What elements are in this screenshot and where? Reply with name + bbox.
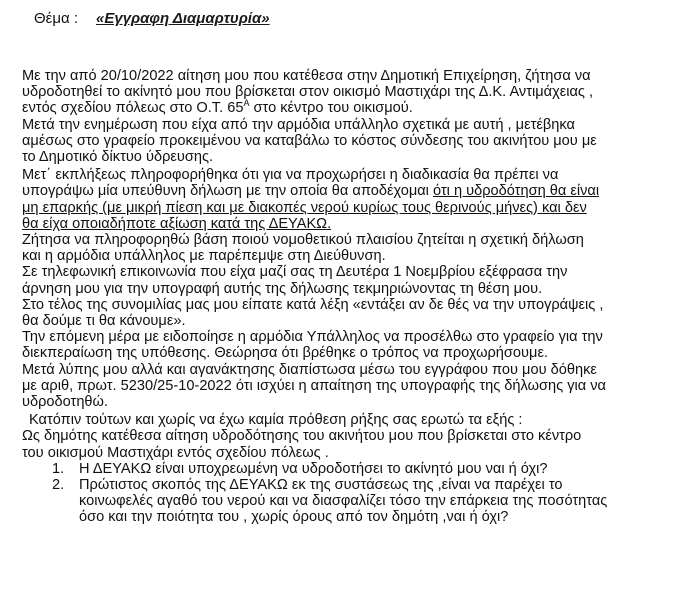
text-line: Την επόμενη μέρα με ειδοποίησε η αρμόδια Υπάλληλος να προσέλθω στο γραφείο για την	[22, 329, 603, 346]
text-line: το Δημοτικό δίκτυο ύδρευσης.	[22, 149, 214, 166]
text-line: υδροδοτηθεί το ακίνητό μου που βρίσκεται στον οικισμό Μαστιχάρι της Δ.Κ. Αντιμάχειας ,	[22, 84, 594, 101]
text-line: του οικισμού Μαστιχάρι εντός σχεδίου πόλεως .	[22, 444, 329, 461]
text-line: Κατόπιν τούτων και χωρίς να έχω καμία πρόθεση ρήξης σας ερωτώ τα εξής :	[29, 412, 523, 429]
paragraph-conversation-end	[22, 297, 672, 329]
text-line: Μετά λύπης μου αλλά και αγανάκτησης διαπίστωσα μέσω του εγγράφου που μου δόθηκε	[22, 361, 597, 378]
text-line: και η αρμόδια υπάλληλος με παρέπεμψε στη Διεύθυνση.	[22, 248, 386, 265]
text-line: Σε τηλεφωνική επικοινωνία που είχα μαζί σας τη Δευτέρα 1 Νοεμβρίου εξέφρασα την	[22, 264, 568, 281]
subject-line	[34, 9, 270, 29]
paragraph-legal-basis	[22, 232, 672, 264]
paragraph-questions-intro	[22, 412, 672, 428]
question-item	[22, 477, 672, 526]
text-line: Ως δημότης κατέθεσα αίτηση υδροδότησης του ακινήτου μου που βρίσκεται στο κέντρο	[22, 428, 582, 445]
paragraph-phone-call	[22, 264, 672, 296]
underlined-text: ότι η υδροδότηση θα είναι	[432, 183, 600, 200]
text-line: Μετά την ενημέρωση που είχα από την αρμόδια υπάλληλο σχετικά με αυτή , μετέβηκα	[22, 116, 575, 133]
paragraph-visit	[22, 117, 672, 166]
paragraph-citizen	[22, 428, 672, 460]
text-fragment: εντός σχεδίου πόλεως στο Ο.Τ. 65	[22, 100, 244, 117]
text-line: αμέσως στο γραφείο προκειμένου να καταβάλω το κόστος σύνδεσης του ακινήτου μου με	[22, 132, 597, 149]
text-line: υδροδοτηθώ.	[22, 394, 109, 411]
text-line: Με την από 20/10/2022 αίτηση μου που κατέθεσα στην Δημοτική Επιχείρηση, ζήτησα να	[22, 68, 591, 84]
question-text: κοινωφελές αγαθό του νερού και να διασφαλίζει τόσο την επάρκεια της ποσότητας	[79, 493, 608, 510]
text-line: άρνηση μου για την υπογραφή αυτής της δήλωσης τεκμηριώνοντας τη θέση μου.	[22, 280, 543, 297]
superscript: Α	[243, 98, 250, 109]
text-line: Μετ΄ εκπλήξεως πληροφορήθηκα ότι για να προχωρήσει η διαδικασία θα πρέπει να	[22, 167, 559, 184]
text-line: με αριθ, πρωτ. 5230/25-10-2022 ότι ισχύει η απαίτηση της υπογραφής της δήλωσης για να	[22, 377, 606, 394]
question-text: Πρώτιστος σκοπός της ΔΕΥΑΚΩ εκ της συστάσεως της ,είναι να παρέχει το	[79, 477, 563, 494]
paragraph-declaration	[22, 167, 672, 232]
question-number: 1.	[52, 460, 65, 477]
paragraph-request	[22, 68, 672, 117]
text-fragment: στο κέντρο του οικισμού.	[249, 100, 413, 117]
paragraph-document	[22, 362, 672, 411]
underlined-text: θα είχα οποιαδήποτε αξίωση κατά της ΔΕΥΑΚΩ.	[22, 215, 332, 232]
question-text: Η ΔΕΥΑΚΩ είναι υποχρεωμένη να υδροδοτήσει το ακίνητό μου ναι ή όχι?	[79, 460, 548, 477]
letter-body	[22, 68, 672, 526]
text-line	[22, 100, 672, 116]
question-text: όσο και την ποιότητα του , χωρίς όρους από τον δημότη ,ναι ή όχι?	[79, 509, 509, 526]
subject-label: Θέμα :	[34, 10, 79, 27]
text-fragment: υπογράψω μία υπεύθυνη δήλωση με την οποία θα αποδέχομαι	[22, 183, 433, 200]
text-line: θα δούμε τι θα κάνουμε».	[22, 313, 186, 330]
question-number: 2.	[52, 477, 65, 494]
question-item	[22, 461, 672, 477]
paragraph-next-day	[22, 329, 672, 361]
text-line: διεκπεραίωση της υπόθεσης. Θεώρησα ότι βρέθηκε ο τρόπος να προχωρήσουμε.	[22, 345, 549, 362]
text-line: Ζήτησα να πληροφορηθώ βάση ποιού νομοθετικού πλαισίου ζητείται η σχετική δήλωση	[22, 232, 584, 249]
text-line	[22, 183, 672, 199]
subject-title: «Εγγραφη Διαμαρτυρία»	[96, 10, 270, 27]
text-line: Στο τέλος της συνομιλίας μας μου είπατε κατά λέξη «εντάξει αν δε θές να την υπογράψεις ,	[22, 296, 604, 313]
underlined-text: μη επαρκής (με μικρή πίεση και με διακοπές νερού κυρίως τους θερινούς μήνες) και δεν	[22, 199, 587, 216]
